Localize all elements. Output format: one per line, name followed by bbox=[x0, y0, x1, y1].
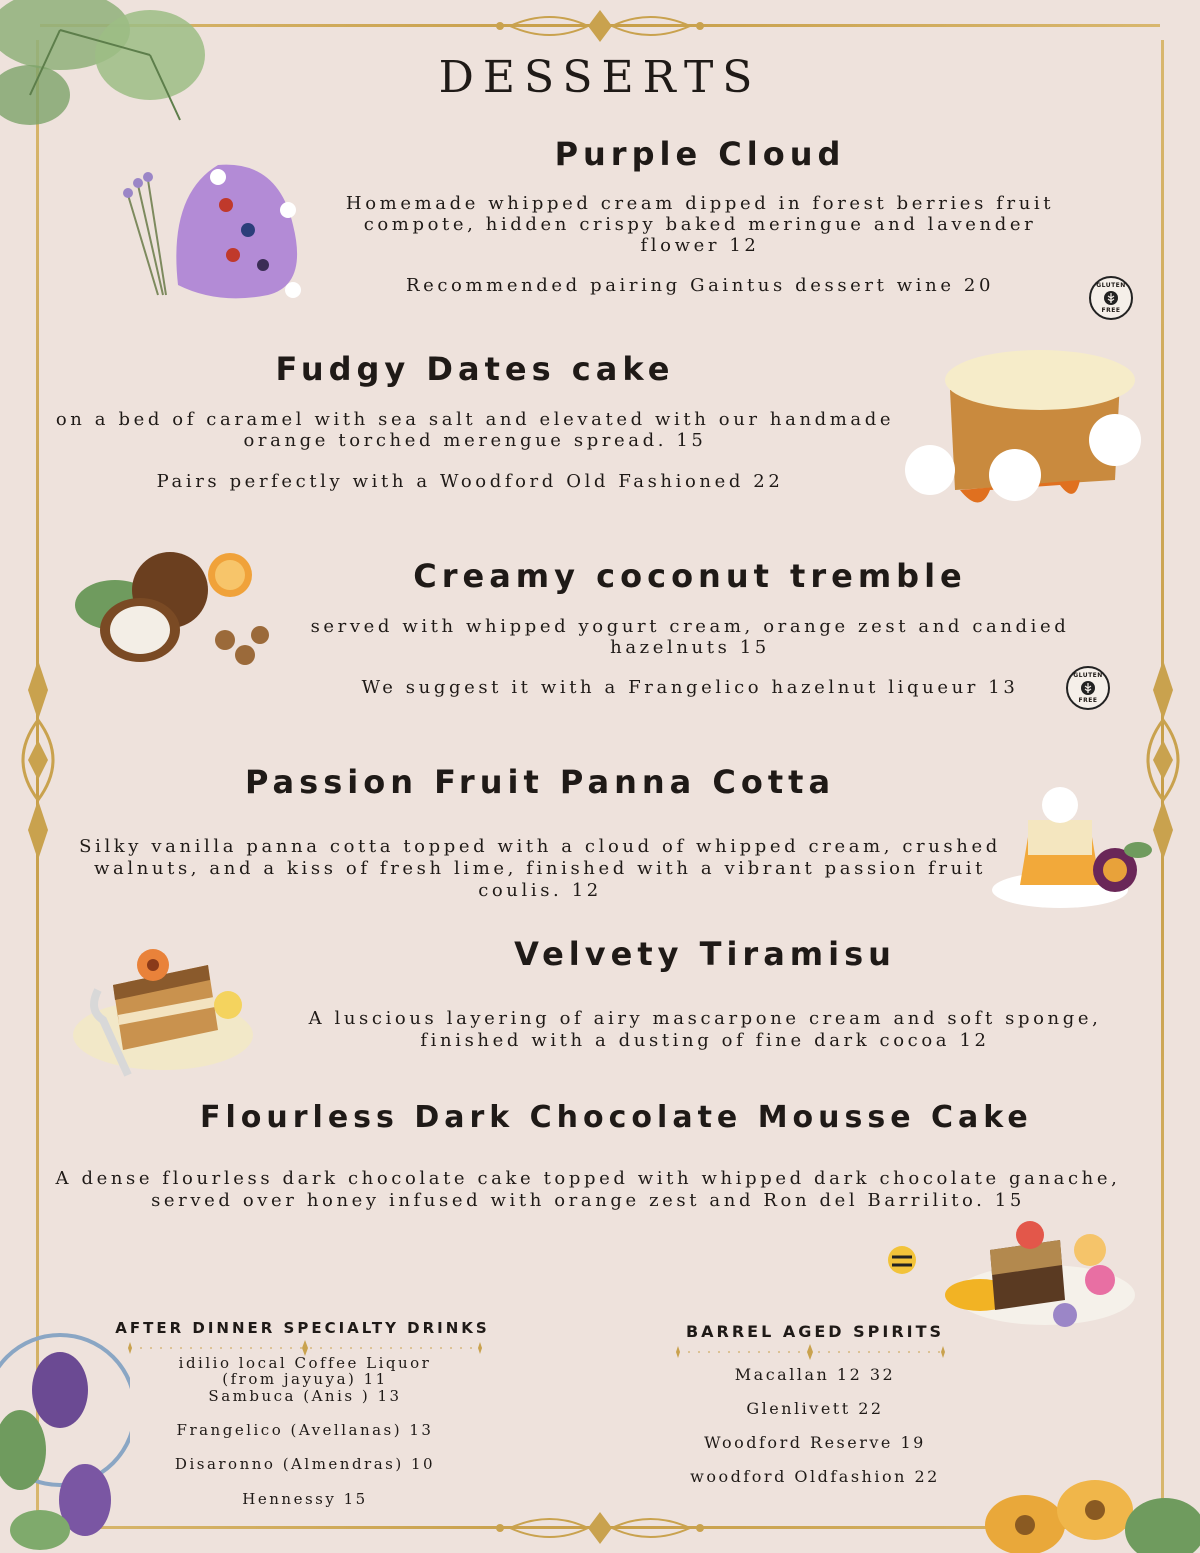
drink-item: idilio local Coffee Liquor (from jayuya) 11 bbox=[178, 1354, 432, 1388]
page-title: DESSERTS bbox=[438, 52, 762, 103]
dish-pairing-fudgy-dates-cake: Pairs perfectly with a Woodford Old Fashioned 22 bbox=[156, 471, 784, 492]
dish-description-purple-cloud: Homemade whipped cream dipped in forest berries fruit compote, hidden crispy baked meringue and lavender flower 12 bbox=[345, 193, 1055, 256]
dish-pairing-creamy-coconut-tremble: We suggest it with a Frangelico hazelnut liqueur 13 bbox=[361, 677, 1019, 698]
top-ornament-icon bbox=[490, 8, 710, 44]
fudgy-dates-cake-image bbox=[900, 340, 1150, 520]
dish-name-purple-cloud: Purple Cloud bbox=[554, 135, 846, 173]
spirit-item: woodford Oldfashion 22 bbox=[690, 1467, 940, 1486]
bottom-right-flowers-icon bbox=[965, 1455, 1200, 1553]
spirit-item: Glenlivett 22 bbox=[746, 1399, 884, 1418]
drink-item: Hennessy 15 bbox=[242, 1490, 368, 1508]
spirit-item: Macallan 12 32 bbox=[734, 1365, 896, 1384]
purple-cloud-image bbox=[108, 155, 318, 305]
dish-description-velvety-tiramisu: A luscious layering of airy mascarpone cream and soft sponge, finished with a dusting of fine dark cocoa 12 bbox=[308, 1008, 1102, 1051]
gluten-free-badge-icon: GLUTEN FREE bbox=[1089, 276, 1133, 320]
spirit-item: Woodford Reserve 19 bbox=[704, 1433, 926, 1452]
dish-description-creamy-coconut-tremble: served with whipped yogurt cream, orange zest and candied hazelnuts 15 bbox=[310, 616, 1070, 658]
dish-name-velvety-tiramisu: Velvety Tiramisu bbox=[514, 935, 896, 973]
panna-cotta-image bbox=[990, 780, 1160, 915]
dish-name-flourless-chocolate-mousse-cake: Flourless Dark Chocolate Mousse Cake bbox=[200, 1100, 1033, 1135]
left-ornament-icon bbox=[8, 660, 68, 860]
drink-item: Frangelico (Avellanas) 13 bbox=[176, 1421, 434, 1439]
after-dinner-heading: AFTER DINNER SPECIALTY DRINKS bbox=[115, 1319, 490, 1337]
coconut-tremble-image bbox=[75, 545, 275, 685]
dish-name-passion-fruit-panna-cotta: Passion Fruit Panna Cotta bbox=[244, 763, 836, 801]
dish-description-passion-fruit-panna-cotta: Silky vanilla panna cotta topped with a cloud of whipped cream, crushed walnuts, and a kiss of fresh lime, finished with a vibrant passion fruit coulis. 12 bbox=[79, 836, 1001, 901]
dish-name-fudgy-dates-cake: Fudgy Dates cake bbox=[275, 350, 675, 388]
sparkle-divider-icon bbox=[668, 1344, 953, 1360]
drink-item: Disaronno (Almendras) 10 bbox=[174, 1455, 436, 1473]
gluten-free-badge-icon: GLUTEN FREE bbox=[1066, 666, 1110, 710]
tiramisu-image bbox=[68, 935, 258, 1080]
dish-name-creamy-coconut-tremble: Creamy coconut tremble bbox=[413, 557, 967, 595]
dish-pairing-purple-cloud: Recommended pairing Gaintus dessert wine 20 bbox=[405, 275, 995, 296]
chocolate-mousse-cake-image bbox=[880, 1215, 1140, 1335]
drink-item: Sambuca (Anis ) 13 bbox=[208, 1387, 402, 1405]
dish-description-flourless-chocolate-mousse-cake: A dense flourless dark chocolate cake topped with whipped dark chocolate ganache, served over honey infused with orange zest and Ron del Barrilito. 15 bbox=[55, 1168, 1121, 1211]
bottom-left-eggplant-icon bbox=[0, 1300, 130, 1553]
bottom-ornament-icon bbox=[490, 1510, 710, 1546]
barrel-aged-heading: BARREL AGED SPIRITS bbox=[685, 1322, 945, 1341]
dish-description-fudgy-dates-cake: on a bed of caramel with sea salt and elevated with our handmade orange torched merengue spread. 15 bbox=[55, 409, 895, 451]
